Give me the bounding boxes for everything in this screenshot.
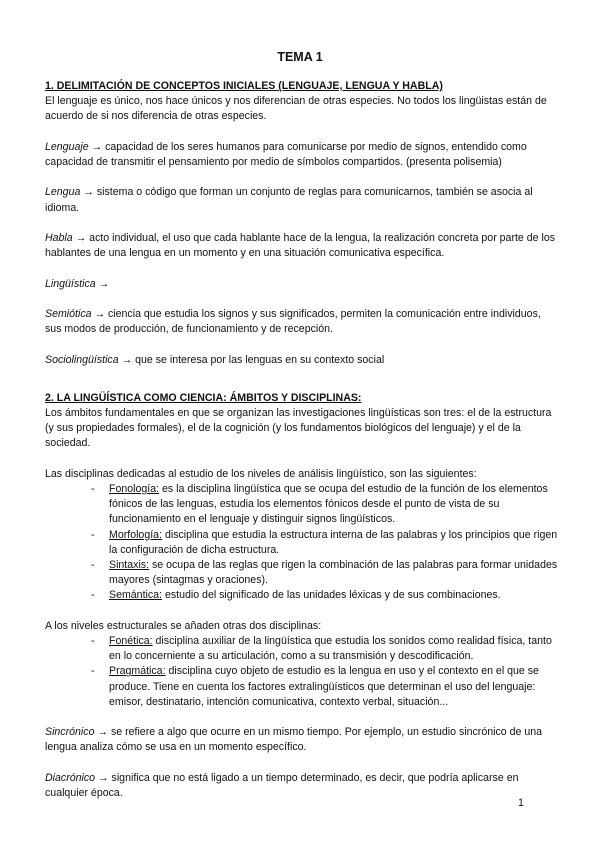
extra-disciplines-list	[45, 634, 560, 710]
discipline-text: disciplina que estudia la estructura interna de las palabras y los principios que rigen la configuración de dicha estructura.	[109, 528, 558, 556]
arrow: →	[95, 771, 112, 784]
definition-text: capacidad de los seres humanos para comunicarse por medio de signos, entendido como capacidad de transmitir el pensamiento por medio de símbolos compartidos. (presenta polisemia)	[45, 140, 527, 168]
definition-text: sistema o código que forman un conjunto de reglas para comunicarnos, también se asocia al idioma.	[45, 186, 533, 214]
definition-linguistica	[45, 277, 560, 292]
arrow: →	[94, 726, 111, 739]
arrow: →	[118, 353, 136, 366]
arrow: →	[91, 307, 108, 320]
list-item	[91, 634, 560, 664]
definition-term: Sincrónico	[45, 726, 95, 739]
definition-text: que se interesa por las lenguas en su contexto social	[135, 353, 385, 366]
section-2-heading: 2. LA LINGÜÍSTICA COMO CIENCIA: ÁMBITOS Y DISCIPLINAS:	[45, 391, 362, 404]
definition-term: Lenguaje	[45, 140, 89, 153]
discipline-text: disciplina auxiliar de la lingüística que estudia los sonidos como realidad física, tanto en lo concerniente a su articulación, como a su transmisión y descodificación.	[109, 634, 552, 663]
definition-text: significa que no está ligado a un tiempo determinado, es decir, que podría aplicarse en cualquier época.	[45, 771, 519, 799]
discipline-name: Sintaxis:	[109, 558, 150, 571]
list-item	[91, 482, 560, 528]
discipline-name: Fonología:	[109, 482, 160, 495]
arrow: →	[88, 140, 106, 153]
definition-term: Diacrónico	[45, 771, 96, 784]
page-number: 1	[518, 797, 524, 809]
section-1-intro: El lenguaje es único, nos hace únicos y nos diferencian de otras especies. No todos los lingüistas están de acuerdo de si nos diferencia de otras especies.	[45, 95, 547, 123]
extra-disciplines-intro: A los niveles estructurales se añaden otras dos disciplinas:	[45, 619, 322, 632]
disciplines-list	[45, 482, 560, 604]
definition-lengua	[45, 185, 560, 215]
discipline-name: Fonética:	[109, 634, 153, 647]
arrow: →	[95, 277, 110, 290]
definition-text: ciencia que estudia los signos y sus significados, permiten la comunicación entre individuos, sus modos de producción, de funcionamiento y de recepción.	[45, 307, 541, 336]
document-body	[45, 79, 560, 801]
definition-term: Lengua	[45, 186, 81, 199]
section-1-heading: 1. DELIMITACIÓN DE CONCEPTOS INICIALES (LENGUAJE, LENGUA Y HABLA)	[45, 80, 443, 92]
definition-sincronico	[45, 725, 560, 755]
definition-term: Sociolingüística	[45, 353, 119, 366]
definition-text: se refiere a algo que ocurre en un mismo tiempo. Por ejemplo, un estudio sincrónico de una lengua analiza cómo se usa en un momento específico.	[45, 726, 543, 754]
definition-text: acto individual, el uso que cada hablante hace de la lengua, la realización concreta por parte de los hablantes de una lengua en un momento y en una situación comunicativa específica.	[45, 231, 556, 260]
discipline-text: estudio del significado de las unidades léxicas y de sus combinaciones.	[162, 589, 501, 602]
arrow: →	[72, 231, 90, 244]
list-item	[91, 664, 560, 710]
discipline-text: disciplina cuyo objeto de estudio es la lengua en uso y el contexto en el que se produce. Tiene en cuenta los factores extralingüísticos que determinan el uso del lenguaje: emisor, destinatario, intención comunicativa, contexto verbal, situación...	[109, 665, 539, 708]
discipline-text: es la disciplina lingüística que se ocupa del estudio de la función de los elementos fónicos de las lenguas, estudia los elementos fónicos desde el punto de vista de su funcionamiento en el lenguaje y distinguir signos lingüísticos.	[109, 482, 548, 526]
definition-semiotica	[45, 307, 560, 337]
discipline-name: Semántica:	[109, 589, 162, 602]
list-item	[91, 558, 560, 588]
definition-diacronico	[45, 771, 560, 801]
definition-term: Lingüística	[45, 277, 96, 290]
definition-sociolinguistica	[45, 353, 560, 368]
definition-term: Semiótica	[45, 307, 92, 320]
list-item	[91, 588, 560, 603]
definition-habla	[45, 231, 560, 261]
section-2-intro: Los ámbitos fundamentales en que se organizan las investigaciones lingüísticas son tres: el de la estructura (y sus propiedades formales), el de la cognición (y los fundamentos biológicos del lenguaje) y el de la sociedad.	[45, 406, 552, 450]
document-title: TEMA 1	[277, 50, 323, 64]
list-item	[91, 528, 560, 558]
definition-lenguaje	[45, 140, 560, 170]
discipline-name: Morfología:	[109, 528, 162, 541]
discipline-text: se ocupa de las reglas que rigen la combinación de las palabras para formar unidades mayores (sintagmas y oraciones).	[109, 558, 558, 587]
arrow: →	[80, 186, 97, 199]
definition-term: Habla	[45, 231, 73, 244]
discipline-name: Pragmática:	[109, 665, 166, 678]
disciplines-intro: Las disciplinas dedicadas al estudio de los niveles de análisis lingüístico, son las siguientes:	[45, 467, 477, 480]
